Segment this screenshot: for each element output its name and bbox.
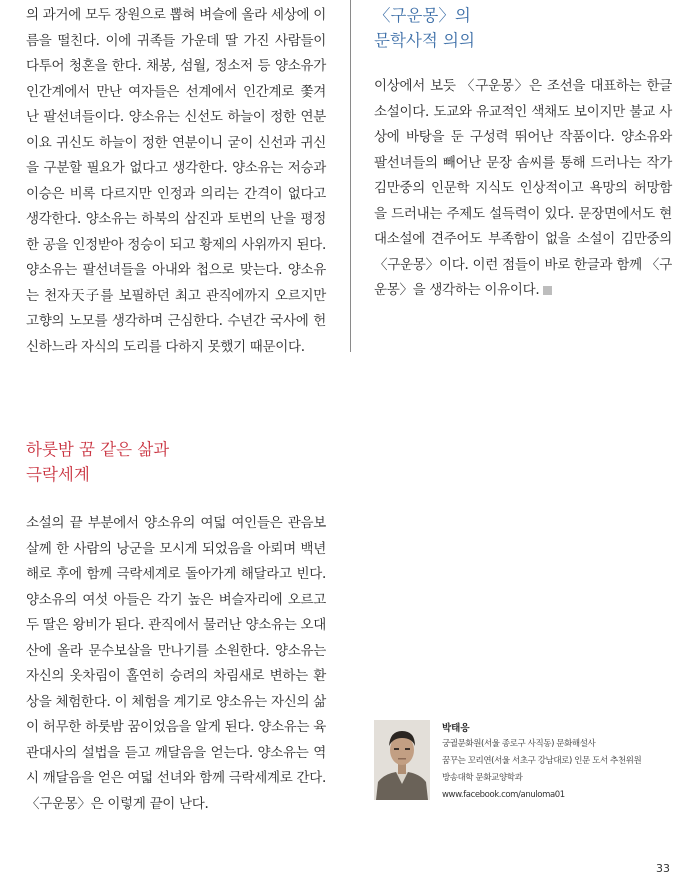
author-line-3: 방송대학 문화교양학과 [442, 773, 523, 783]
column-divider [350, 0, 351, 352]
right-heading-line-1: 〈구운몽〉의 [374, 6, 471, 25]
left-paragraph-1: 의 과거에 모두 장원으로 뽑혀 벼슬에 올라 세상에 이름을 떨친다. 이에 귀족들 가운데 딸 가진 사람들이 다투어 청혼을 한다. 채봉, 섬월, 정소저 등 양소유가 인간계에서 만난 여자들은 선계에서 인간계로 쫓겨난 팔선녀들이다. 양소유는 신선도 하늘이 정한 연분이요 귀신도 하늘이 정한 연분이니 굳이 신선과 귀신을 구분할 필요가 없다고 생각한다. 양소유는 저승과 이승은 비록 다르지만 인정과 의리는 간격이 없다고 생각한다. 양소유는 하북의 삼진과 토번의 난을 평정한 공을 인정받아 정승이 되고 황제의 사위까지 된다. 양소유는 팔선녀들을 아내와 첩으로 맞는다. 양소유는 천자天子를 보필하던 최고 관직에까지 오르지만 고향의 노모를 생각하며 근심한다. 수년간 국사에 헌신하느라 자식의 도리를 다하지 못했기 때문이다. [26, 7, 326, 355]
left-heading [26, 437, 326, 487]
end-mark-icon [543, 286, 552, 295]
left-heading-line-1: 하룻밤 꿈 같은 삶과 [26, 440, 170, 459]
left-column-lower [26, 511, 326, 817]
author-line-2: 꿈꾸는 꼬리연(서울 서초구 강남대로) 인문 도서 추천위원 [442, 756, 642, 766]
author-portrait-icon [374, 720, 430, 800]
left-column [26, 3, 326, 360]
right-column [374, 74, 672, 304]
page-number: 33 [656, 862, 670, 875]
author-line-1: 궁궐문화원(서울 종로구 사직동) 문화해설사 [442, 739, 596, 749]
author-name: 박태응 [442, 723, 470, 734]
author-info [442, 722, 682, 804]
author-photo [374, 720, 430, 800]
left-heading-line-2: 극락세계 [26, 465, 90, 484]
right-paragraph-text: 이상에서 보듯 〈구운몽〉은 조선을 대표하는 한글 소설이다. 도교와 유교적인 색채도 보이지만 불교 사상에 바탕을 둔 구성력 뛰어난 작품이다. 양소유와 팔선녀들의 빼어난 문장 솜씨를 통해 드러나는 작가 김만중의 인문학 지식도 인상적이고 욕망의 허망함을 드러내는 주제도 설득력이 있다. 문장면에서도 현대소설에 견주어도 부족함이 없을 소설이 김만중의 〈구운몽〉이다. 이런 점들이 바로 한글과 함께 〈구운몽〉을 생각하는 이유이다. [374, 78, 672, 298]
left-paragraph-2: 소설의 끝 부분에서 양소유의 여덟 여인들은 관음보살께 한 사람의 낭군을 모시게 되었음을 아뢰며 백년해로 후에 함께 극락세계로 돌아가게 해달라고 빈다. 양소유의 여섯 아들은 각기 높은 벼슬자리에 오르고 두 딸은 왕비가 된다. 관직에서 물러난 양소유는 오대산에 올라 문수보살을 만나기를 소원한다. 양소유는 자신의 옷차림이 홀연히 승려의 차림새로 변하는 환상을 체험한다. 이 체험을 계기로 양소유는 자신의 삶이 허무한 하룻밤 꿈이었음을 알게 된다. 양소유는 육관대사의 설법을 듣고 깨달음을 얻는다. 양소유는 역시 깨달음을 얻은 여덟 선녀와 함께 극락세계로 간다. 〈구운몽〉은 이렇게 끝이 난다. [26, 515, 326, 812]
right-heading-line-2: 문학사적 의의 [374, 31, 475, 50]
right-paragraph [374, 74, 672, 304]
right-heading [374, 3, 674, 53]
author-box [374, 720, 674, 810]
author-facebook-link[interactable]: www.facebook.com/anuloma01 [442, 790, 565, 800]
